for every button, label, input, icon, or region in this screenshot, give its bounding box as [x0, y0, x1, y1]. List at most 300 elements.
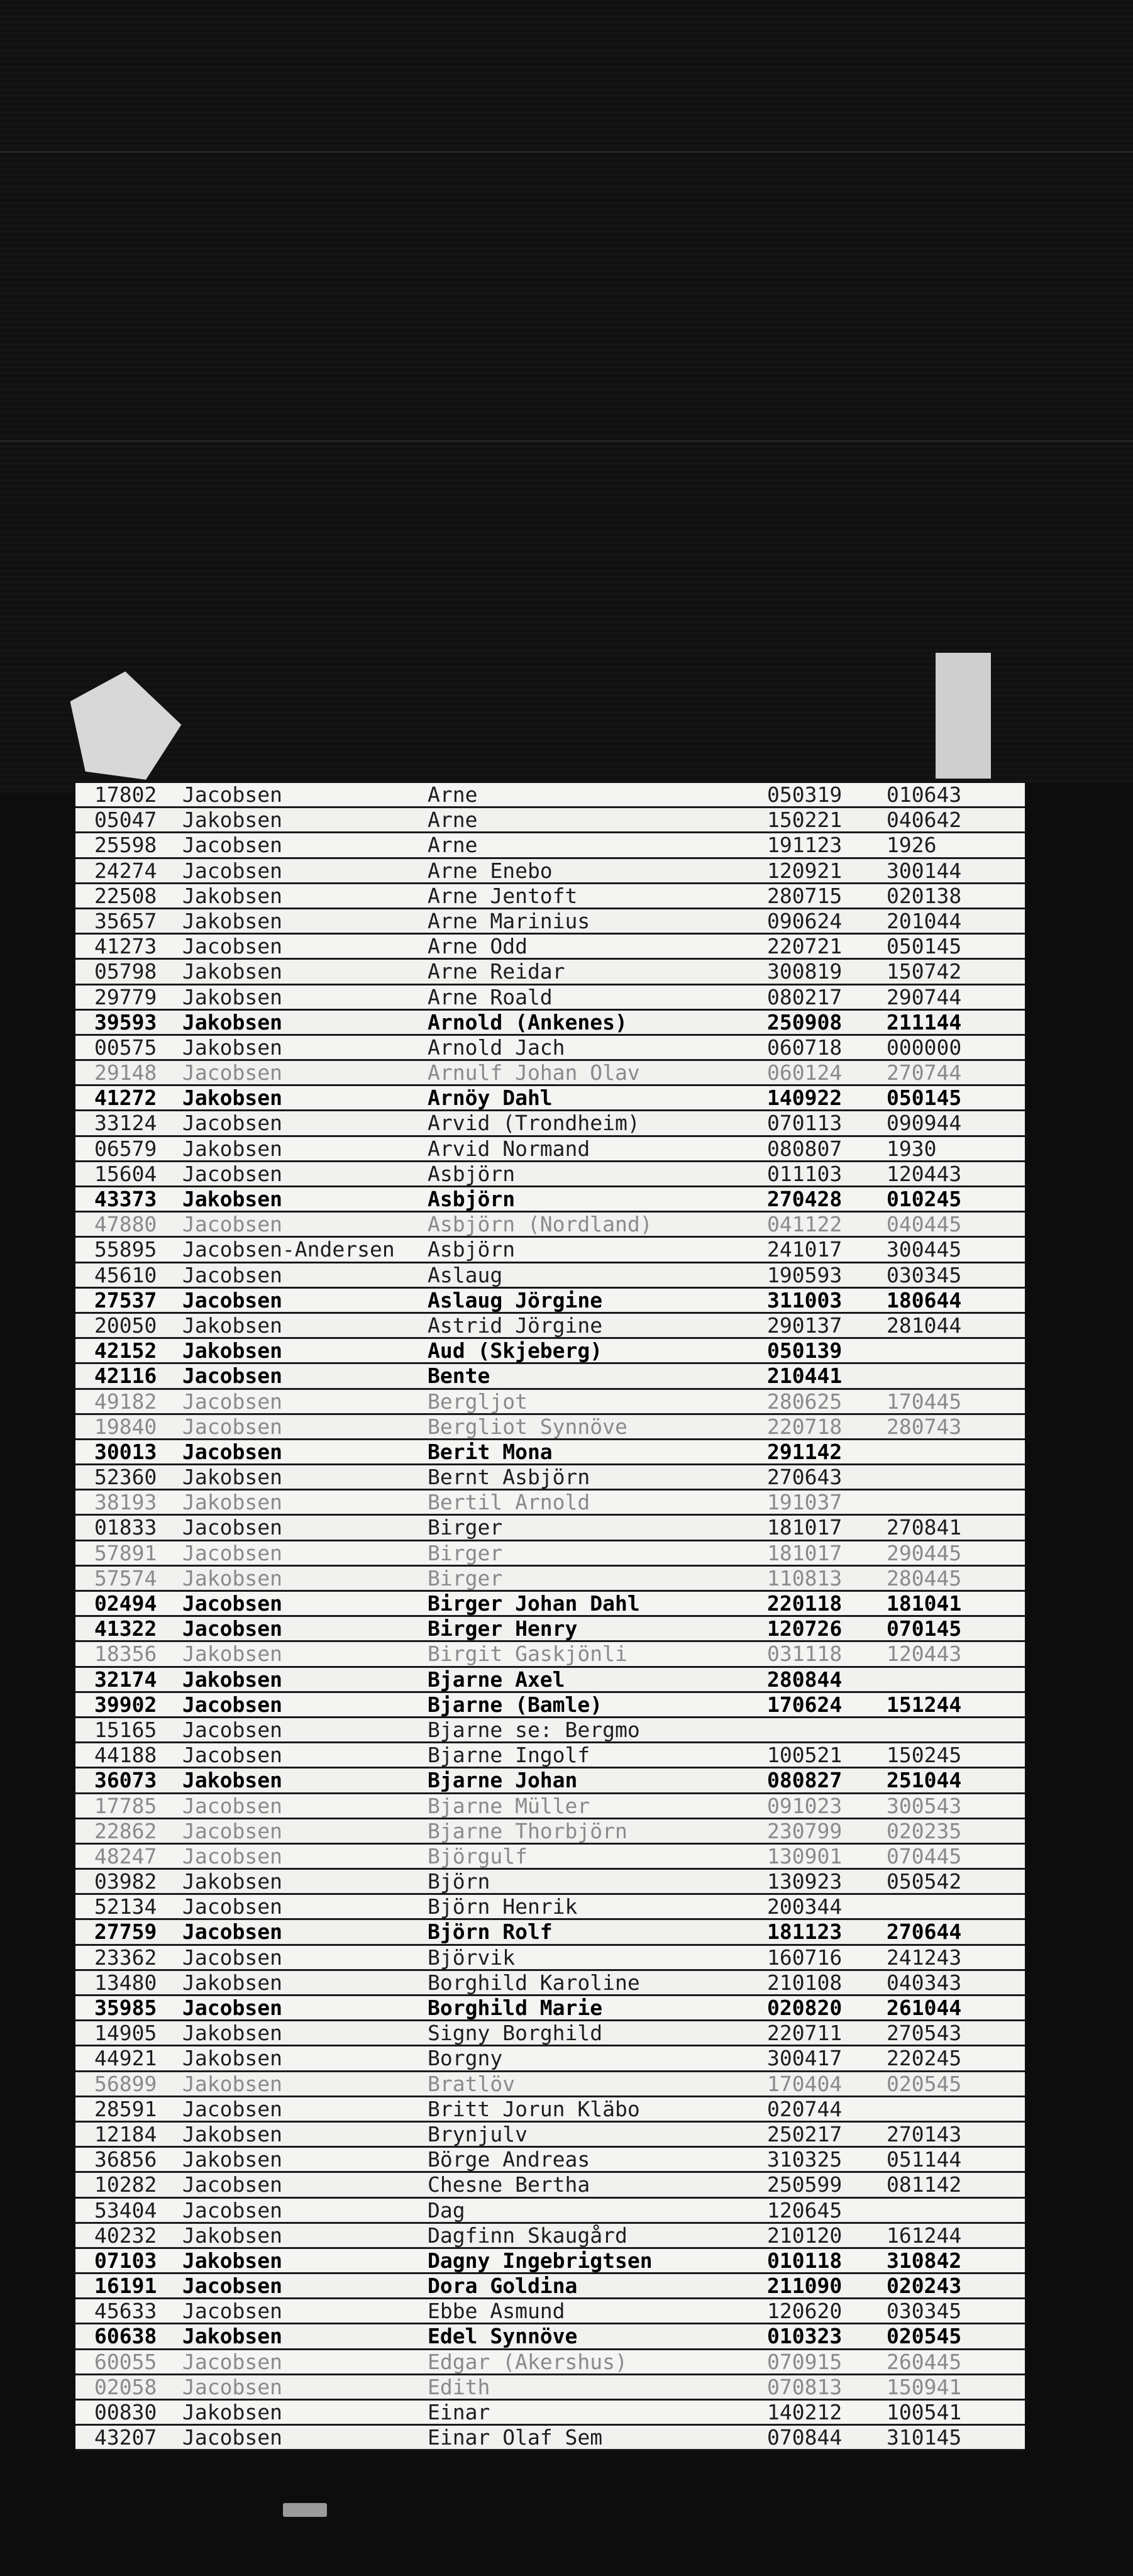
record-id: 05047 [94, 808, 157, 833]
record-date-1: 041122 [767, 1213, 843, 1237]
record-card [75, 1920, 1025, 1945]
record-date-1: 120620 [767, 2299, 843, 2324]
record-id: 41273 [94, 935, 157, 959]
record-card [75, 1693, 1025, 1718]
record-id: 00575 [94, 1035, 157, 1060]
record-surname: Jacobsen [182, 1061, 282, 1085]
record-given-name: Bergliot Synnöve [428, 1414, 627, 1439]
record-card [75, 1996, 1025, 2021]
record-date-2: 040445 [887, 1213, 962, 1237]
record-date-2: 020243 [887, 2274, 962, 2299]
record-card [75, 1946, 1025, 1971]
record-surname: Jacobsen [182, 2299, 282, 2324]
record-id: 14905 [94, 2021, 157, 2046]
record-surname: Jakobsen [182, 2148, 282, 2172]
record-card [75, 2401, 1025, 2426]
record-id: 48247 [94, 1844, 157, 1868]
record-card [75, 1567, 1025, 1592]
record-date-1: 191123 [767, 833, 843, 858]
record-card [75, 2046, 1025, 2072]
record-given-name: Arne [428, 783, 478, 807]
record-date-1: 130923 [767, 1870, 843, 1894]
record-date-1: 220118 [767, 1592, 843, 1616]
record-given-name: Edel Synnöve [428, 2324, 578, 2349]
record-id: 17802 [94, 783, 157, 807]
record-id: 07103 [94, 2248, 157, 2273]
record-id: 36856 [94, 2148, 157, 2172]
record-date-2: 150941 [887, 2375, 962, 2399]
record-surname: Jacobsen [182, 1516, 282, 1540]
record-card [75, 1011, 1025, 1036]
record-card [75, 2224, 1025, 2249]
record-date-1: 210108 [767, 1970, 843, 1995]
record-id: 53404 [94, 2198, 157, 2223]
record-surname: Jacobsen [182, 833, 282, 858]
record-card [75, 1541, 1025, 1567]
record-date-1: 020820 [767, 1996, 843, 2020]
record-date-2: 1930 [887, 1136, 937, 1161]
record-card [75, 1617, 1025, 1642]
record-date-1: 140922 [767, 1086, 843, 1111]
record-date-2: 310842 [887, 2248, 962, 2273]
record-card [75, 1187, 1025, 1213]
record-date-2: 150742 [887, 960, 962, 984]
record-date-2: 280445 [887, 1566, 962, 1591]
record-date-2: 020545 [887, 2072, 962, 2096]
record-date-1: 200344 [767, 1895, 843, 1919]
record-id: 19840 [94, 1414, 157, 1439]
record-date-1: 300819 [767, 960, 843, 984]
record-given-name: Astrid Jörgine [428, 1313, 603, 1338]
record-id: 12184 [94, 2122, 157, 2146]
record-date-1: 310325 [767, 2148, 843, 2172]
record-surname: Jacobsen [182, 1288, 282, 1313]
record-given-name: Ebbe Asmund [428, 2299, 565, 2324]
record-card [75, 1491, 1025, 1516]
record-given-name: Borgny [428, 2046, 503, 2071]
record-date-1: 280625 [767, 1389, 843, 1414]
record-id: 57891 [94, 1541, 157, 1565]
record-card [75, 1263, 1025, 1289]
record-given-name: Björn Henrik [428, 1895, 578, 1919]
record-id: 02058 [94, 2375, 157, 2399]
record-given-name: Björgulf [428, 1844, 528, 1868]
record-date-2: 261044 [887, 1996, 962, 2020]
record-surname: Jacobsen-Andersen [182, 1238, 395, 1262]
record-id: 43207 [94, 2426, 157, 2450]
record-surname: Jakobsen [182, 960, 282, 984]
record-card [75, 1238, 1025, 1263]
record-date-2: 120443 [887, 1642, 962, 1667]
record-id: 43373 [94, 1187, 157, 1211]
record-date-1: 250217 [767, 2122, 843, 2146]
record-date-1: 120921 [767, 858, 843, 883]
record-date-1: 250908 [767, 1010, 843, 1035]
record-given-name: Dagfinn Skaugård [428, 2223, 627, 2248]
record-given-name: Asbjörn (Nordland) [428, 1213, 653, 1237]
record-date-2: 290445 [887, 1541, 962, 1565]
record-id: 41322 [94, 1617, 157, 1641]
record-given-name: Arnulf Johan Olav [428, 1061, 640, 1085]
record-card [75, 1440, 1025, 1465]
record-surname: Jakobsen [182, 2021, 282, 2046]
record-id: 24274 [94, 858, 157, 883]
record-date-2: 220245 [887, 2046, 962, 2071]
record-id: 03982 [94, 1870, 157, 1894]
record-given-name: Arne Reidar [428, 960, 565, 984]
record-id: 28591 [94, 2097, 157, 2121]
record-date-2: 020545 [887, 2324, 962, 2349]
record-id: 49182 [94, 1389, 157, 1414]
record-given-name: Birger [428, 1566, 503, 1591]
record-card [75, 1137, 1025, 1162]
record-id: 00830 [94, 2401, 157, 2424]
record-card [75, 1971, 1025, 1996]
record-card [75, 1819, 1025, 1845]
record-id: 57574 [94, 1566, 157, 1591]
record-given-name: Bergljot [428, 1389, 528, 1414]
record-date-2: 120443 [887, 1162, 962, 1186]
record-card [75, 1086, 1025, 1111]
record-date-2: 070445 [887, 1844, 962, 1868]
record-date-1: 020744 [767, 2097, 843, 2121]
record-date-1: 010118 [767, 2248, 843, 2273]
record-surname: Jacobsen [182, 1414, 282, 1439]
record-date-1: 080827 [767, 1768, 843, 1793]
record-surname: Jakobsen [182, 1010, 282, 1035]
record-card [75, 1364, 1025, 1389]
record-card [75, 985, 1025, 1011]
record-card [75, 2072, 1025, 2097]
record-id: 42116 [94, 1364, 157, 1389]
record-id: 60638 [94, 2324, 157, 2349]
record-id: 60055 [94, 2350, 157, 2374]
record-date-2: 280743 [887, 1414, 962, 1439]
record-date-2: 1926 [887, 833, 937, 858]
record-date-2: 310145 [887, 2426, 962, 2450]
record-date-1: 120726 [767, 1617, 843, 1641]
record-date-2: 300543 [887, 1794, 962, 1818]
record-date-1: 080217 [767, 985, 843, 1009]
record-surname: Jakobsen [182, 2046, 282, 2071]
record-id: 25598 [94, 833, 157, 858]
record-id: 36073 [94, 1768, 157, 1793]
record-card [75, 833, 1025, 858]
record-date-2: 010245 [887, 1187, 962, 1211]
record-given-name: Asbjörn [428, 1162, 516, 1186]
record-card [75, 1895, 1025, 1920]
record-date-2: 251044 [887, 1768, 962, 1793]
record-card [75, 2350, 1025, 2375]
record-id: 41272 [94, 1086, 157, 1111]
record-id: 52360 [94, 1465, 157, 1490]
record-card [75, 1845, 1025, 1870]
record-id: 40232 [94, 2223, 157, 2248]
record-date-2: 180644 [887, 1288, 962, 1313]
record-card [75, 1870, 1025, 1895]
record-given-name: Arne [428, 833, 478, 858]
record-id: 45633 [94, 2299, 157, 2324]
record-date-1: 241017 [767, 1238, 843, 1262]
record-date-2: 010643 [887, 783, 962, 807]
record-surname: Jakobsen [182, 2223, 282, 2248]
record-surname: Jacobsen [182, 1440, 282, 1464]
record-surname: Jakobsen [182, 1187, 282, 1211]
record-given-name: Bjarne (Bamle) [428, 1692, 603, 1717]
record-card [75, 1061, 1025, 1086]
record-surname: Jakobsen [182, 1566, 282, 1591]
record-card [75, 909, 1025, 935]
record-date-2: 270744 [887, 1061, 962, 1085]
record-given-name: Björvik [428, 1945, 516, 1970]
record-card [75, 2375, 1025, 2401]
record-surname: Jakobsen [182, 1970, 282, 1995]
record-card [75, 2199, 1025, 2224]
record-date-1: 070813 [767, 2375, 843, 2399]
record-id: 06579 [94, 1136, 157, 1161]
record-given-name: Arnöy Dahl [428, 1086, 553, 1111]
record-card [75, 1794, 1025, 1819]
record-given-name: Arnold (Ankenes) [428, 1010, 627, 1035]
record-date-1: 100521 [767, 1743, 843, 1768]
record-date-1: 091023 [767, 1794, 843, 1818]
record-date-2: 161244 [887, 2223, 962, 2248]
record-date-1: 060718 [767, 1035, 843, 1060]
record-date-2: 020235 [887, 1819, 962, 1843]
record-date-2: 260445 [887, 2350, 962, 2374]
record-given-name: Birger Johan Dahl [428, 1592, 640, 1616]
record-surname: Jacobsen [182, 935, 282, 959]
record-given-name: Chesne Bertha [428, 2173, 590, 2197]
record-date-1: 110813 [767, 1566, 843, 1591]
record-id: 35985 [94, 1996, 157, 2020]
record-date-2: 211144 [887, 1010, 962, 1035]
record-card [75, 1036, 1025, 1061]
record-date-1: 120645 [767, 2198, 843, 2223]
record-date-2: 030345 [887, 2299, 962, 2324]
record-given-name: Dora Goldina [428, 2274, 578, 2299]
record-date-2: 150245 [887, 1743, 962, 1768]
record-surname: Jacobsen [182, 2198, 282, 2223]
record-id: 10282 [94, 2173, 157, 2197]
record-id: 39902 [94, 1692, 157, 1717]
record-card [75, 1465, 1025, 1491]
record-date-1: 170404 [767, 2072, 843, 2096]
record-surname: Jacobsen [182, 1541, 282, 1565]
record-date-1: 291142 [767, 1440, 843, 1464]
record-date-1: 210120 [767, 2223, 843, 2248]
record-card [75, 2426, 1025, 2451]
record-surname: Jacobsen [182, 2375, 282, 2399]
record-id: 15604 [94, 1162, 157, 1186]
record-card [75, 935, 1025, 960]
record-date-1: 070844 [767, 2426, 843, 2450]
record-date-2: 050145 [887, 935, 962, 959]
record-surname: Jakobsen [182, 808, 282, 833]
record-date-2: 300445 [887, 1238, 962, 1262]
record-card [75, 859, 1025, 884]
record-date-2: 270644 [887, 1920, 962, 1945]
record-date-1: 190593 [767, 1263, 843, 1287]
record-given-name: Arne [428, 808, 478, 833]
record-date-2: 090944 [887, 1111, 962, 1136]
record-id: 22862 [94, 1819, 157, 1843]
record-given-name: Birger [428, 1541, 503, 1565]
record-date-1: 150221 [767, 808, 843, 833]
record-surname: Jacobsen [182, 1996, 282, 2020]
record-given-name: Birgit Gaskjönli [428, 1642, 627, 1667]
record-surname: Jacobsen [182, 1617, 282, 1641]
record-id: 47880 [94, 1213, 157, 1237]
record-given-name: Björn [428, 1870, 490, 1894]
record-date-1: 060124 [767, 1061, 843, 1085]
record-given-name: Brynjulv [428, 2122, 528, 2146]
record-date-2: 300144 [887, 858, 962, 883]
record-date-2: 000000 [887, 1035, 962, 1060]
record-given-name: Arvid (Trondheim) [428, 1111, 640, 1136]
record-id: 38193 [94, 1491, 157, 1515]
record-id: 23362 [94, 1945, 157, 1970]
record-id: 15165 [94, 1718, 157, 1742]
record-date-2: 040642 [887, 808, 962, 833]
record-date-1: 270428 [767, 1187, 843, 1211]
record-id: 27537 [94, 1288, 157, 1313]
record-date-1: 050139 [767, 1339, 843, 1363]
record-given-name: Arne Odd [428, 935, 528, 959]
record-given-name: Edgar (Akershus) [428, 2350, 627, 2374]
record-surname: Jakobsen [182, 1491, 282, 1515]
record-surname: Jacobsen [182, 1692, 282, 1717]
record-card [75, 1516, 1025, 1541]
record-given-name: Börge Andreas [428, 2148, 590, 2172]
record-date-1: 070113 [767, 1111, 843, 1136]
card-stack [75, 783, 1025, 2451]
record-given-name: Asbjörn [428, 1238, 516, 1262]
record-given-name: Asbjörn [428, 1187, 516, 1211]
record-given-name: Arnold Jach [428, 1035, 565, 1060]
record-date-1: 160716 [767, 1945, 843, 1970]
record-surname: Jacobsen [182, 1592, 282, 1616]
record-given-name: Birger Henry [428, 1617, 578, 1641]
record-id: 29779 [94, 985, 157, 1009]
record-given-name: Borghild Marie [428, 1996, 603, 2020]
record-surname: Jacobsen [182, 2274, 282, 2299]
record-surname: Jacobsen [182, 1743, 282, 1768]
record-date-1: 080807 [767, 1136, 843, 1161]
record-date-1: 210441 [767, 1364, 843, 1389]
record-id: 39593 [94, 1010, 157, 1035]
record-date-2: 050542 [887, 1870, 962, 1894]
record-surname: Jakobsen [182, 1870, 282, 1894]
record-card [75, 1289, 1025, 1314]
record-card [75, 2097, 1025, 2123]
record-date-2: 170445 [887, 1389, 962, 1414]
record-id: 35657 [94, 909, 157, 933]
record-id: 32174 [94, 1667, 157, 1692]
record-id: 18356 [94, 1642, 157, 1667]
record-surname: Jakobsen [182, 2401, 282, 2424]
record-id: 05798 [94, 960, 157, 984]
film-margin [1025, 783, 1133, 2481]
record-id: 22508 [94, 884, 157, 908]
film-scratch [0, 151, 1133, 153]
record-date-2: 241243 [887, 1945, 962, 1970]
record-date-1: 230799 [767, 1819, 843, 1843]
record-date-2: 270143 [887, 2122, 962, 2146]
record-surname: Jacobsen [182, 1945, 282, 1970]
record-date-1: 070915 [767, 2350, 843, 2374]
record-given-name: Aud (Skjeberg) [428, 1339, 603, 1363]
record-surname: Jacobsen [182, 2426, 282, 2450]
record-id: 16191 [94, 2274, 157, 2299]
record-date-2: 181041 [887, 1592, 962, 1616]
record-date-1: 140212 [767, 2401, 843, 2424]
record-surname: Jacobsen [182, 1364, 282, 1389]
record-date-2: 100541 [887, 2401, 962, 2424]
record-surname: Jakobsen [182, 884, 282, 908]
record-card [75, 2123, 1025, 2148]
record-surname: Jakobsen [182, 1086, 282, 1111]
record-given-name: Arne Enebo [428, 858, 553, 883]
record-surname: Jacobsen [182, 2350, 282, 2374]
record-date-1: 290137 [767, 1313, 843, 1338]
record-given-name: Borghild Karoline [428, 1970, 640, 1995]
record-id: 56899 [94, 2072, 157, 2096]
record-card [75, 2299, 1025, 2324]
record-surname: Jakobsen [182, 2248, 282, 2273]
record-date-1: 011103 [767, 1162, 843, 1186]
record-date-2: 290744 [887, 985, 962, 1009]
record-date-2: 040343 [887, 1970, 962, 1995]
record-surname: Jacobsen [182, 858, 282, 883]
record-surname: Jakobsen [182, 985, 282, 1009]
record-date-2: 051144 [887, 2148, 962, 2172]
record-id: 01833 [94, 1516, 157, 1540]
record-given-name: Dag [428, 2198, 465, 2223]
record-card [75, 1743, 1025, 1768]
record-date-2: 081142 [887, 2173, 962, 2197]
record-surname: Jakobsen [182, 909, 282, 933]
record-given-name: Britt Jorun Kläbo [428, 2097, 640, 2121]
record-card [75, 808, 1025, 833]
record-id: 42152 [94, 1339, 157, 1363]
record-card [75, 2148, 1025, 2173]
record-date-2: 201044 [887, 909, 962, 933]
record-date-2: 270543 [887, 2021, 962, 2046]
record-id: 55895 [94, 1238, 157, 1262]
film-scratch [0, 440, 1133, 442]
record-id: 13480 [94, 1970, 157, 1995]
record-date-1: 220721 [767, 935, 843, 959]
record-date-1: 250599 [767, 2173, 843, 2197]
record-surname: Jakobsen [182, 2122, 282, 2146]
record-id: 44188 [94, 1743, 157, 1768]
record-date-1: 130901 [767, 1844, 843, 1868]
record-surname: Jakobsen [182, 1136, 282, 1161]
record-card [75, 1111, 1025, 1136]
record-card [75, 1314, 1025, 1339]
record-surname: Jacobsen [182, 783, 282, 807]
record-given-name: Einar [428, 2401, 490, 2424]
record-given-name: Birger [428, 1516, 503, 1540]
record-date-2: 070145 [887, 1617, 962, 1641]
record-card [75, 1718, 1025, 1743]
index-tab-right [936, 653, 991, 779]
record-id: 30013 [94, 1440, 157, 1464]
record-given-name: Bente [428, 1364, 490, 1389]
record-card [75, 2249, 1025, 2274]
record-id: 27759 [94, 1920, 157, 1945]
